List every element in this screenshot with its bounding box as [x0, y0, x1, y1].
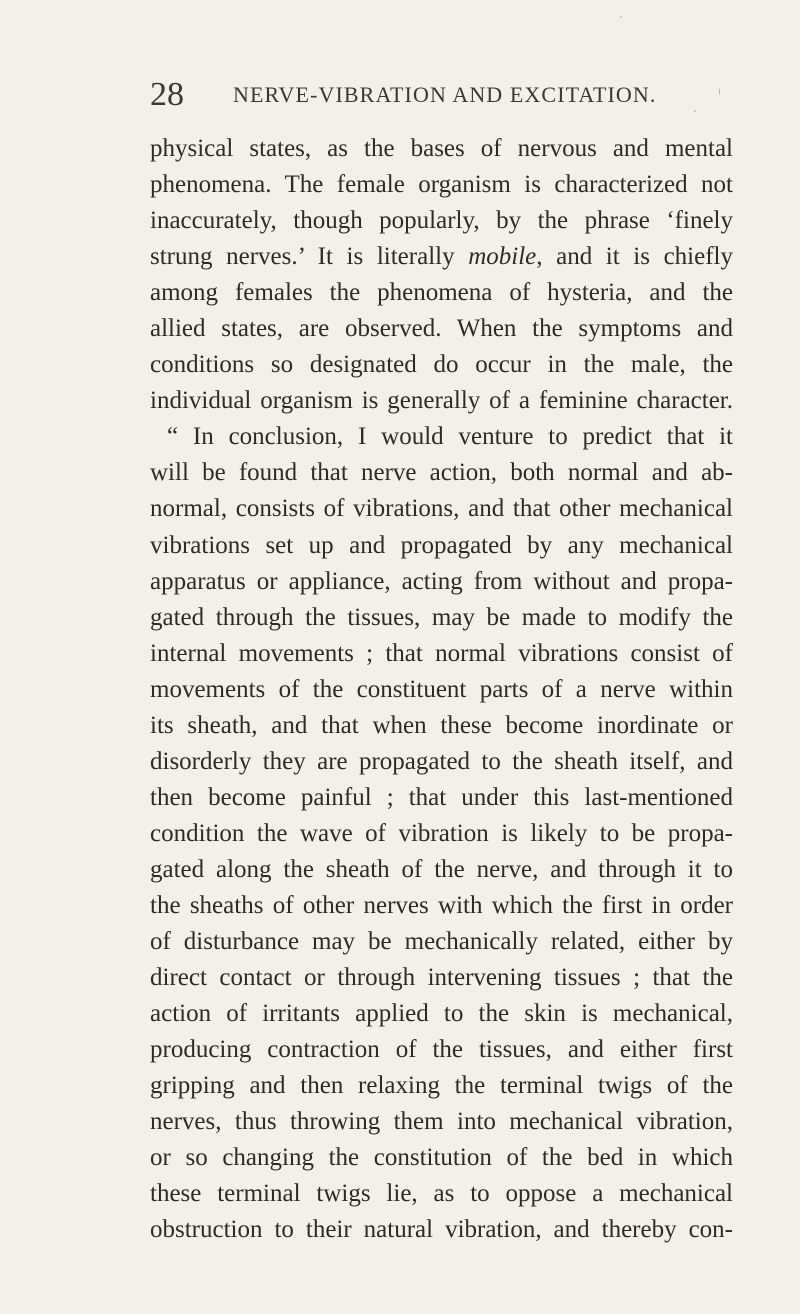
text-line: these terminal twigs lie, as to oppose a mechanical	[150, 1180, 733, 1208]
text-line: internal movements ; that normal vibrations consist of	[150, 639, 733, 667]
text-line: condition the wave of vibration is likely to be propa-	[150, 819, 733, 847]
text-line: individual organism is generally of a feminine character.	[150, 387, 733, 415]
text-line: physical states, as the bases of nervous and mental	[150, 135, 733, 162]
text-line: disorderly they are propagated to the sheath itself, and	[150, 747, 733, 775]
text-line: or so changing the constitution of the bed in which	[150, 1144, 733, 1172]
text-line: gated through the tissues, may be made to modify the	[150, 603, 733, 631]
paragraph-start-line: “ In conclusion, I would venture to predict that it	[167, 423, 733, 451]
text-line: conditions so designated do occur in the male, the	[150, 351, 733, 379]
text-line: phenomena. The female organism is characterized not	[150, 171, 733, 199]
text-line: then become painful ; that under this last-mentioned	[150, 783, 733, 811]
text-line: inaccurately, though popularly, by the phrase ‘finely	[150, 207, 733, 235]
text-line: obstruction to their natural vibration, and thereby con-	[150, 1216, 733, 1244]
text-line: will be found that nerve action, both normal and ab-	[150, 459, 733, 487]
text-line: allied states, are observed. When the symptoms and	[150, 315, 733, 343]
text-line: gated along the sheath of the nerve, and through it to	[150, 855, 733, 883]
text-line: direct contact or through intervening tissues ; that the	[150, 964, 733, 992]
text-line: its sheath, and that when these become inordinate or	[150, 711, 733, 739]
body-text	[150, 131, 733, 1248]
text-line: action of irritants applied to the skin is mechanical,	[150, 1000, 733, 1028]
text-line: nerves, thus throwing them into mechanical vibration,	[150, 1108, 733, 1136]
running-head: NERVE-VIBRATION AND EXCITATION.	[233, 82, 657, 107]
text-line: vibrations set up and propagated by any mechanical	[150, 531, 733, 559]
text-line: of disturbance may be mechanically related, either by	[150, 928, 733, 956]
text-line-with-italic: strung nerves.’ It is literally mobile, and it is chiefly	[150, 243, 733, 271]
text-line: normal, consists of vibrations, and that other mechanical	[150, 495, 733, 523]
text-line: gripping and then relaxing the terminal twigs of the	[150, 1072, 733, 1100]
page-number: 28	[150, 76, 184, 113]
italic-word: mobile	[468, 243, 537, 271]
text-line: producing contraction of the tissues, and either first	[150, 1036, 733, 1064]
paper-speck	[620, 16, 622, 18]
text-line: the sheaths of other nerves with which the first in order	[150, 891, 733, 919]
text-line: movements of the constituent parts of a nerve within	[150, 675, 733, 703]
page-header	[0, 78, 800, 118]
text-line: apparatus or appliance, acting from without and propa-	[150, 567, 733, 595]
text-line: among females the phenomena of hysteria, and the	[150, 279, 733, 307]
